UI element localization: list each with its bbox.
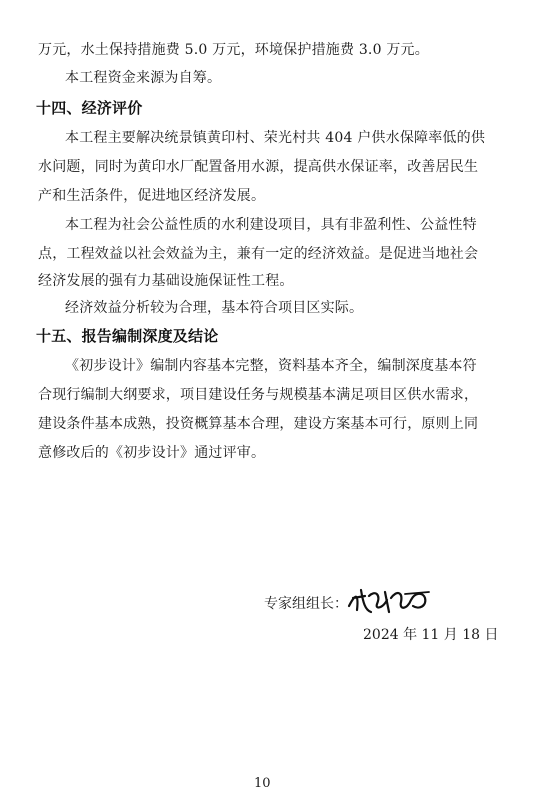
- signature-label: 专家组组长：: [264, 596, 348, 612]
- section-heading-economic-evaluation: 十四、经济评价: [36, 99, 143, 117]
- body-line: 万元，水土保持措施费 5.0 万元，环境保护措施费 3.0 万元。: [38, 42, 429, 58]
- signature-date: 2024 年 11 月 18 日: [363, 627, 499, 643]
- body-line: 合现行编制大纲要求，项目建设任务与规模基本满足项目区供水需求，: [38, 387, 479, 403]
- body-line: 点，工程效益以社会效益为主，兼有一定的经济效益。是促进当地社会: [38, 246, 479, 262]
- page-number: 10: [254, 776, 271, 791]
- section-heading-report-conclusion: 十五、报告编制深度及结论: [36, 327, 219, 345]
- body-line: 经济发展的强有力基础设施保证性工程。: [38, 273, 294, 289]
- body-line: 本工程资金来源为自筹。: [65, 70, 222, 86]
- body-line: 经济效益分析较为合理，基本符合项目区实际。: [65, 300, 364, 316]
- body-line: 水问题，同时为黄印水厂配置备用水源，提高供水保证率，改善居民生: [38, 159, 479, 175]
- body-line: 《初步设计》编制内容基本完整，资料基本齐全，编制深度基本符: [65, 358, 477, 374]
- handwritten-signature: [345, 584, 435, 618]
- body-line: 建设条件基本成熟，投资概算基本合理，建设方案基本可行，原则上同: [38, 416, 479, 432]
- body-line: 本工程为社会公益性质的水利建设项目，具有非盈利性、公益性特: [65, 217, 477, 233]
- body-line: 产和生活条件，促进地区经济发展。: [38, 188, 266, 204]
- body-line: 意修改后的《初步设计》通过评审。: [38, 445, 266, 461]
- body-line: 本工程主要解决统景镇黄印村、荣光村共 404 户供水保障率低的供: [65, 130, 486, 146]
